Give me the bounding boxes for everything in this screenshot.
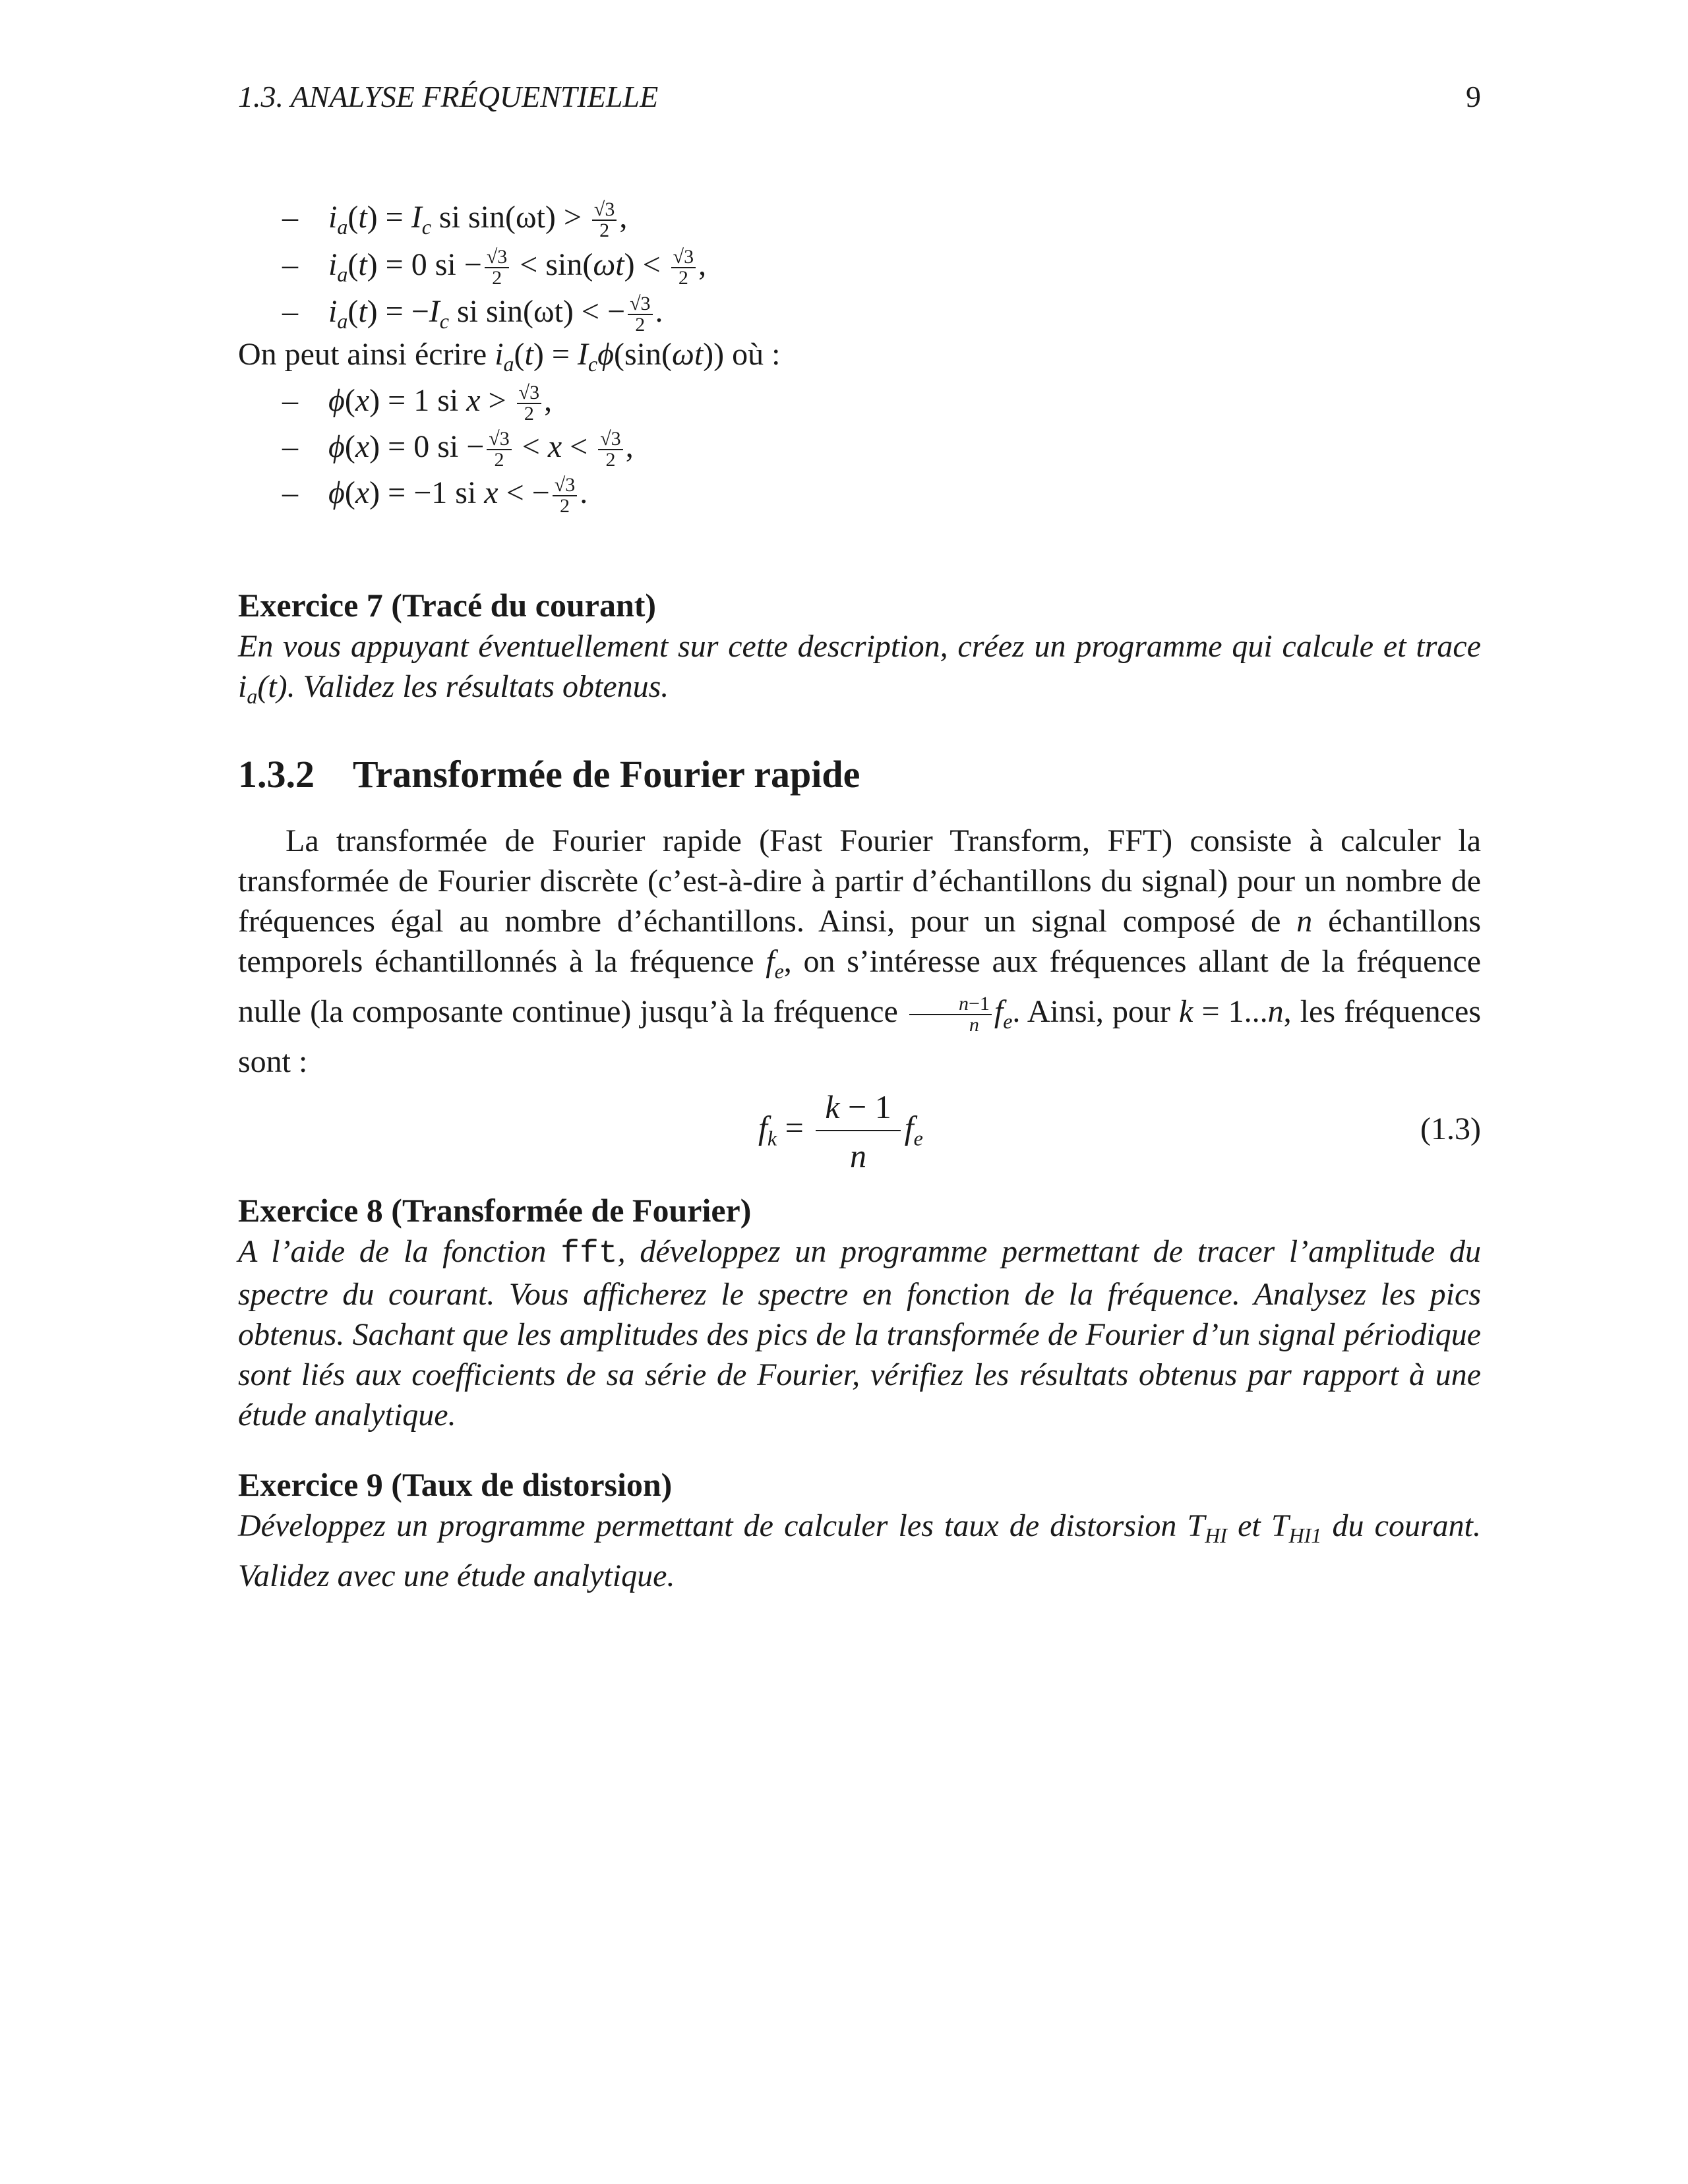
- list-item: – ϕ(x) = 1 si x > $\frac{√3}{2}$ ,: [282, 381, 553, 425]
- equation-number: (1.3): [1420, 1111, 1481, 1146]
- exercise-7-body: En vous appuyant éventuellement sur cette description, créez un programme qui calcule et trace $i_a(t)$. Validez les résultats obtenus.: [238, 629, 1481, 708]
- equation-1-3: $f_k$ = $\frac{k - 1}{n}$ $f_e$: [758, 1088, 923, 1174]
- running-title: 1.3. ANALYSE FRÉQUENTIELLE: [238, 80, 659, 113]
- page-number: 9: [1466, 80, 1481, 113]
- list-item: – ϕ(x) = 0 si − $\frac{√3}{2}$ < x < $\frac{√3}{2}$ ,: [282, 427, 634, 471]
- intro-line: On peut ainsi écrire $i_a(t) = I_c\phi(\sin(\omega t))$ où :: [238, 337, 781, 376]
- exercise-9-body: Développez un programme permettant de calculer les taux de distorsion $T_{HI}$ et $T_{HI1}$ du courant. Validez avec une étude analytique.: [238, 1508, 1482, 1593]
- list-item: – $i_a(t) = 0$ si − $\frac{√3}{2}$ < sin(ωt) < $\frac{√3}{2}$ ,: [282, 245, 707, 289]
- list-item: – $i_a(t) = -I_c$ si sin(ωt) < − $\frac{√3}{2}$ .: [282, 292, 663, 336]
- exercise-7-title: Exercice 7 (Tracé du courant): [238, 587, 657, 624]
- list-item: – $i_a(t) = I_c$ si sin(ωt) > $\frac{√3}{2}$ ,: [282, 198, 628, 241]
- fft-paragraph: La transformée de Fourier rapide (Fast Fourier Transform, FFT) consiste à calculer la transformée de Fourier discrète (c’est-à-dire à partir d’échantillons du signal) pour un nombre de fréquences égal au nombre d’échantillons. Ainsi, pour un signal composé de n échantillons temporels échantillonnés à la fréquence $f_e$, on s’intéresse aux fréquences allant de la fréquence nulle (la composante continue) jusqu’à la fréquence $\frac{n-1}{n}$ $f_e$. Ainsi, pour k = 1...n, les fréquences sont :: [238, 823, 1482, 1079]
- list-item: – ϕ(x) = −1 si x < − $\frac{√3}{2}$ .: [282, 473, 588, 517]
- page-header: [238, 79, 1481, 125]
- exercise-8-body: A l’aide de la fonction fft, développez un programme permettant de tracer l’amplitude du spectre du courant. Vous afficherez le spectre en fonction de la fréquence. Analysez les pics obtenus. Sachant que les amplitudes des pics de la transformée de Fourier d’un signal périodique sont liés aux coefficients de sa série de Fourier, vérifiez les résultats obtenus par rapport à une étude analytique.: [238, 1234, 1481, 1432]
- section-title: 1.3.2 Transformée de Fourier rapide: [238, 753, 860, 796]
- exercise-9-title: Exercice 9 (Taux de distorsion): [238, 1466, 673, 1503]
- exercise-8-title: Exercice 8 (Transformée de Fourier): [238, 1192, 752, 1229]
